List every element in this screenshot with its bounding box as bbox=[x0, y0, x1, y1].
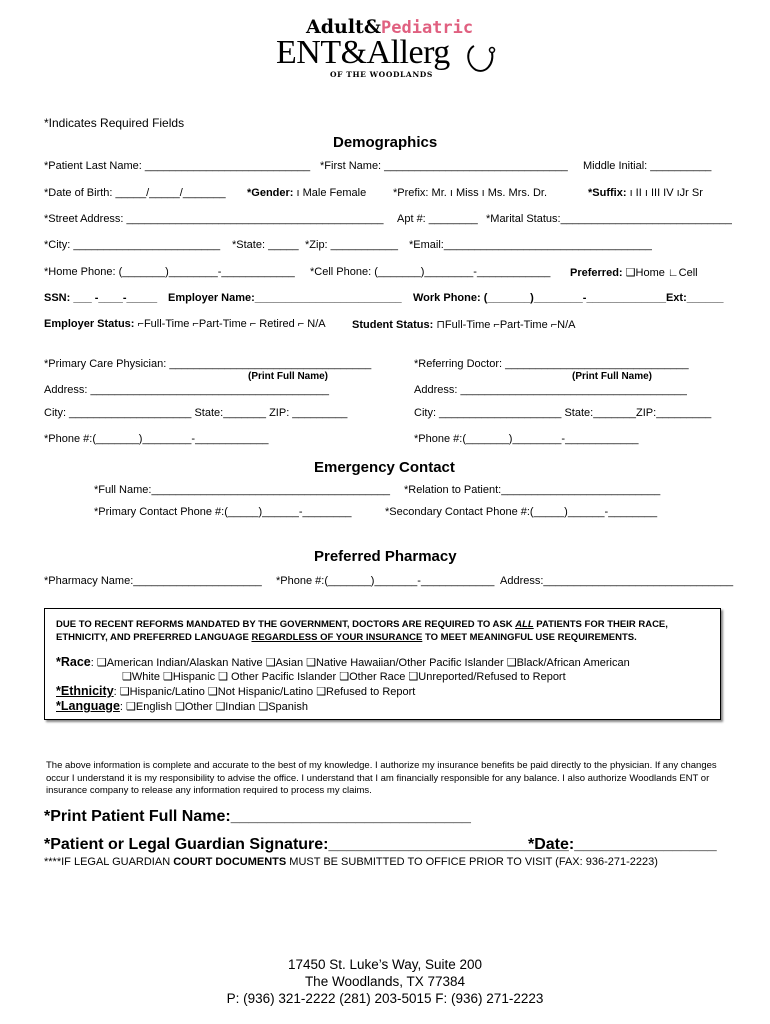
employer-status-options[interactable]: ⌐Full-Time ⌐Part-Time ⌐ Retired ⌐ N/A bbox=[137, 318, 326, 330]
required-fields-note: *Indicates Required Fields bbox=[44, 116, 185, 130]
preferred-pharmacy-heading: Preferred Pharmacy bbox=[314, 548, 457, 565]
referring-address-field[interactable]: Address: _____________________________________ bbox=[414, 384, 687, 396]
patient-last-name-field[interactable]: *Patient Last Name: ___________________________ bbox=[44, 160, 311, 172]
race-label: *Race bbox=[56, 655, 91, 669]
referring-city-state-zip-field[interactable]: City: ____________________ State:_______ZIP:_________ bbox=[414, 407, 712, 419]
language-options[interactable]: : ❑English ❑Other ❑Indian ❑Spanish bbox=[119, 701, 308, 713]
pharmacy-phone-field[interactable]: *Phone #:(_______)_______-____________ bbox=[276, 575, 495, 587]
practice-logo bbox=[272, 16, 502, 82]
ethnicity-options[interactable]: : ❑Hispanic/Latino ❑Not Hispanic/Latino ❑Refused to Report bbox=[113, 686, 416, 698]
pcp-print-hint: (Print Full Name) bbox=[248, 371, 329, 382]
home-phone-field[interactable]: *Home Phone: (_______)________-____________ bbox=[44, 266, 295, 278]
emergency-contact-heading: Emergency Contact bbox=[314, 459, 455, 476]
guardian-court-documents: COURT DOCUMENTS bbox=[173, 856, 287, 868]
prefix-field[interactable] bbox=[393, 187, 547, 199]
employer-status-field[interactable] bbox=[44, 318, 326, 330]
logo-ent-allergy-text: ENT&Allerg bbox=[276, 34, 450, 71]
prefix-options[interactable]: Mr. ı Miss ı Ms. Mrs. Dr. bbox=[431, 187, 548, 199]
city-field[interactable]: *City: ________________________ bbox=[44, 239, 221, 251]
primary-care-physician-field[interactable]: *Primary Care Physician: _________________________________ bbox=[44, 358, 372, 370]
student-status-label: Student Status: bbox=[352, 319, 434, 331]
work-phone-field[interactable]: Work Phone: (_______)________-_____________Ext:______ bbox=[413, 292, 724, 304]
emergency-relation-field[interactable]: *Relation to Patient:__________________________ bbox=[404, 484, 661, 496]
ssn-field[interactable]: SSN: ___ -____-_____ bbox=[44, 292, 158, 304]
referring-print-hint: (Print Full Name) bbox=[572, 371, 653, 382]
footer-address-line-1: 17450 St. Luke’s Way, Suite 200 bbox=[287, 957, 483, 972]
state-field[interactable]: *State: _____ bbox=[232, 239, 299, 251]
footer-address-line-2: The Woodlands, TX 77384 bbox=[304, 974, 466, 989]
gender-field[interactable] bbox=[247, 187, 366, 199]
notice-text-2a: ETHNICITY, AND PREFERRED LANGUAGE bbox=[56, 632, 252, 643]
guardian-note-text-c: MUST BE SUBMITTED TO OFFICE PRIOR TO VISIT (FAX: 936-271-2223) bbox=[286, 856, 658, 868]
patient-signature-field[interactable]: *Patient or Legal Guardian Signature:___________________________ bbox=[44, 836, 569, 853]
emergency-full-name-field[interactable]: *Full Name:_______________________________________ bbox=[94, 484, 391, 496]
suffix-label: *Suffix: bbox=[588, 187, 627, 199]
notice-line-2 bbox=[56, 632, 637, 643]
gender-options[interactable]: ı Male Female bbox=[296, 187, 367, 199]
guardian-note-text-a: IF LEGAL GUARDIAN bbox=[61, 856, 174, 868]
preferred-options[interactable]: ❑Home ∟Cell bbox=[625, 267, 698, 279]
first-name-field[interactable]: *First Name: ______________________________ bbox=[320, 160, 568, 172]
pcp-city-state-zip-field[interactable]: City: ____________________ State:_______ ZIP: _________ bbox=[44, 407, 348, 419]
pcp-address-field[interactable]: Address: _______________________________________ bbox=[44, 384, 330, 396]
prefix-label: *Prefix: bbox=[393, 187, 429, 199]
notice-text-1a: DUE TO RECENT REFORMS MANDATED BY THE GOVERNMENT, DOCTORS ARE REQUIRED TO ASK bbox=[56, 619, 516, 630]
notice-line-1 bbox=[56, 619, 668, 630]
email-field[interactable]: *Email:__________________________________ bbox=[409, 239, 652, 251]
consent-paragraph: The above information is complete and accurate to the best of my knowledge. I authorize my insurance benefits be paid directly to the physician. If any changes occur I understand it is my responsibility to advise the office. I understand that I am financially responsible for any balance. I also authorize Woodlands ENT or insurance company to release any information required to process my claims. bbox=[46, 760, 717, 796]
emergency-secondary-phone-field[interactable]: *Secondary Contact Phone #:(_____)______-________ bbox=[385, 506, 658, 518]
pharmacy-address-field[interactable]: Address:_______________________________ bbox=[500, 575, 734, 587]
race-options-line-1[interactable]: : ❑American Indian/Alaskan Native ❑Asian ❑Native Hawaiian/Other Pacific Islander ❑Black/African American bbox=[90, 657, 630, 669]
pharmacy-name-field[interactable]: *Pharmacy Name:_____________________ bbox=[44, 575, 262, 587]
suffix-field[interactable] bbox=[588, 187, 703, 199]
street-address-field[interactable]: *Street Address: __________________________________________ bbox=[44, 213, 384, 225]
notice-text-2b: TO MEET MEANINGFUL USE REQUIREMENTS. bbox=[422, 632, 637, 643]
stethoscope-icon bbox=[464, 42, 498, 78]
signature-date-field[interactable]: *Date:________________ bbox=[528, 836, 717, 853]
pcp-phone-field[interactable]: *Phone #:(_______)________-____________ bbox=[44, 433, 269, 445]
employer-status-label: Employer Status: bbox=[44, 318, 135, 330]
marital-status-field[interactable]: *Marital Status:____________________________ bbox=[486, 213, 732, 225]
logo-adult-text: Adult& bbox=[306, 16, 381, 38]
legal-guardian-note bbox=[44, 856, 658, 868]
language-label: *Language bbox=[56, 699, 120, 713]
logo-pediatric-text: Pediatric bbox=[381, 18, 474, 38]
student-status-options[interactable]: ⊓Full-Time ⌐Part-Time ⌐N/A bbox=[436, 319, 576, 331]
footer-phone-line: P: (936) 321-2222 (281) 203-5015 F: (936) 271-2223 bbox=[226, 991, 544, 1006]
referring-doctor-field[interactable]: *Referring Doctor: ______________________________ bbox=[414, 358, 689, 370]
guardian-stars: **** bbox=[44, 856, 62, 868]
demographics-heading: Demographics bbox=[333, 134, 438, 151]
student-status-field[interactable] bbox=[352, 318, 576, 331]
emergency-primary-phone-field[interactable]: *Primary Contact Phone #:(_____)______-________ bbox=[94, 506, 352, 518]
preferred-label: Preferred: bbox=[570, 267, 623, 279]
zip-field[interactable]: *Zip: ___________ bbox=[305, 239, 398, 251]
apt-field[interactable]: Apt #: ________ bbox=[397, 213, 478, 225]
preferred-phone-field[interactable] bbox=[570, 266, 698, 279]
notice-all-emphasis: ALL bbox=[515, 619, 534, 630]
notice-regardless-emphasis: REGARDLESS OF YOUR INSURANCE bbox=[251, 632, 423, 643]
cell-phone-field[interactable]: *Cell Phone: (_______)________-____________ bbox=[310, 266, 551, 278]
notice-text-1b: PATIENTS FOR THEIR RACE, bbox=[533, 619, 668, 630]
gender-label: *Gender: bbox=[247, 187, 294, 199]
print-patient-name-field[interactable]: *Print Patient Full Name:___________________________ bbox=[44, 808, 471, 825]
logo-woodlands-text: OF THE WOODLANDS bbox=[330, 70, 433, 79]
middle-initial-field[interactable]: Middle Initial: __________ bbox=[583, 160, 712, 172]
employer-name-field[interactable]: Employer Name:________________________ bbox=[168, 292, 402, 304]
race-field[interactable] bbox=[56, 655, 630, 669]
suffix-options[interactable]: ı II ı III IV ıJr Sr bbox=[629, 187, 703, 199]
race-options-line-2[interactable]: ❑White ❑Hispanic ❑ Other Pacific Islander ❑Other Race ❑Unreported/Refused to Report bbox=[122, 671, 566, 683]
referring-phone-field[interactable]: *Phone #:(_______)________-____________ bbox=[414, 433, 639, 445]
date-of-birth-field[interactable]: *Date of Birth: _____/_____/_______ bbox=[44, 187, 226, 199]
ethnicity-label: *Ethnicity bbox=[56, 684, 114, 698]
ethnicity-field[interactable] bbox=[56, 684, 415, 698]
language-field[interactable] bbox=[56, 699, 308, 713]
